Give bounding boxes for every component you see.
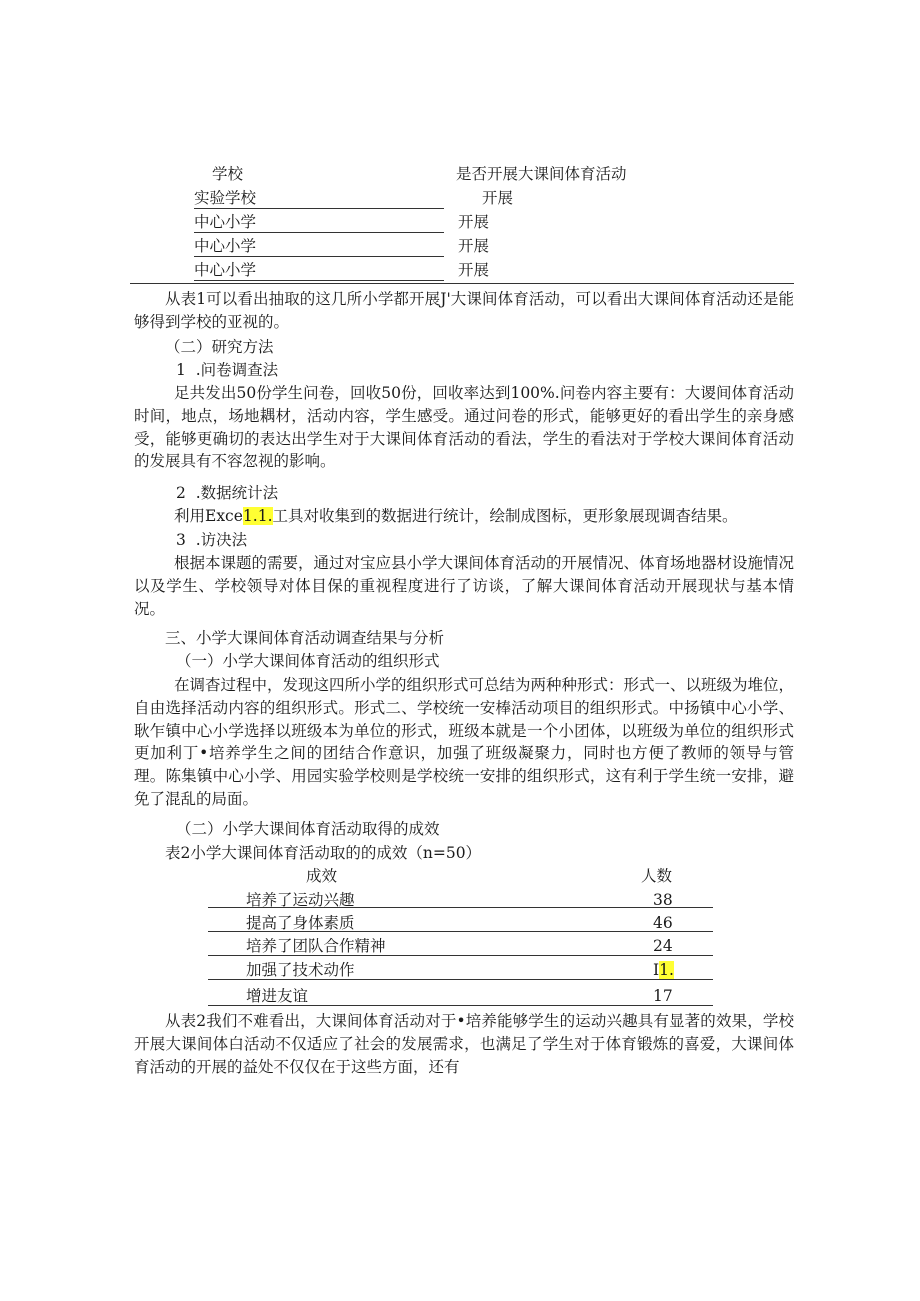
table1-row-status: 开展: [458, 237, 490, 255]
table2-row-line: [208, 979, 713, 980]
table2-header-count: 人数: [641, 867, 673, 885]
table1-row-underline: [194, 256, 444, 257]
table1-row-underline: [194, 208, 444, 209]
heading-section-3: 三、小学大课间体育活动调查结果与分析: [165, 629, 445, 647]
statistics-text-highlight: 1.1.: [242, 507, 273, 525]
table1-row-status: 开展: [458, 261, 490, 279]
table2-row-line: [208, 931, 713, 932]
table2-row-count: 38: [653, 891, 673, 909]
table1-row-school: 实验学校: [194, 189, 257, 207]
table1-row-school: 中心小学: [194, 213, 257, 231]
table2-count-pre: I: [653, 961, 660, 979]
table1-row-underline: [194, 280, 444, 281]
table2-header-effect: 成效: [306, 867, 338, 885]
table2-row-line: [208, 955, 713, 956]
table1-header-school: 学校: [212, 165, 244, 183]
paragraph-statistics: [134, 505, 794, 528]
table1-row-underline: [194, 232, 444, 233]
table2-row-line: [208, 907, 713, 908]
table1-bottom-rule: [130, 283, 794, 284]
table2-row-effect: 培养了团队合作精神: [246, 937, 386, 955]
table2-row-effect: 加强了技术动作: [246, 961, 355, 979]
heading-organization-form: （一）小学大课间体育活动的组织形式: [176, 652, 440, 670]
table1-row-school: 中心小学: [194, 237, 257, 255]
heading-research-methods: （二）研究方法: [165, 338, 274, 356]
table2-row-count: 17: [653, 987, 673, 1005]
table2-row-count: 24: [653, 937, 673, 955]
table2-row-effect: 培养了运动兴趣: [246, 891, 355, 909]
heading-questionnaire: 1 .问卷调查法: [176, 361, 279, 379]
table2-row-count: 46: [653, 914, 673, 932]
paragraph-table1-summary: 从表1可以看出抽取的这几所小学都开展J'大课间体育活动，可以看出大课间体育活动还是能够得到学校的亚视的。: [134, 290, 794, 331]
table1-row-school: 中心小学: [194, 261, 257, 279]
heading-achievements: （二）小学大课间体育活动取得的成效: [176, 820, 440, 838]
paragraph-interview: 根据本课题的需要，通过对宝应县小学大课间体育活动的开展情况、体育场地器材设施情况以及学生、学校领导对体目保的重视程度进行了访谈，了解大课间体育活动开展现状与基本情况。: [134, 554, 795, 618]
statistics-text-post: 工具对收集到的数据进行统计，绘制成图标，更形象展现调杳结果。: [272, 507, 738, 525]
heading-interview: 3 .访决法: [176, 531, 248, 549]
table2-caption: 表2小学大课间体育活动取的的成效（n=50）: [165, 844, 482, 862]
paragraph-questionnaire: 足共发出50份学生问卷，回收50份，回收率达到100%.问卷内容主要有：大谡间体育活动时间，地点，场地耦材，活动内容，学生感受。通过问卷的形式，能够更好的看出学生的亲身感受，能够更确切的表达出学生对于大课间体育活动的看法，学生的看法对于学校大课间体育活动的发展具有不容忽视的影响。: [134, 384, 794, 471]
statistics-text-pre: 利用Exce: [174, 507, 243, 525]
table2-row-effect: 增进友谊: [246, 987, 309, 1005]
table1-row-status: 开展: [458, 213, 490, 231]
heading-statistics: 2 .数据统计法: [176, 484, 279, 502]
table1-header-status: 是否开展大课间体育活动: [456, 165, 627, 183]
table2-count-highlight: 1.: [659, 961, 674, 979]
table2-bottom-rule: [208, 1005, 713, 1006]
table1-row-status: 开展: [482, 189, 514, 207]
paragraph-organization: 在调杳过程中，发现这四所小学的组织形式可总结为两种种形式：形式一、以班级为堆位，自由选择活动内容的组织形式。形式二、学校统一安棒活动项目的组织形式。中扬镇中心小学、耿乍镇中心小学选择以班级本为单位的形式，班级本就是一个小团体，以班级为单位的组织形式更加利丁•培养学生之间的团结合作意识，加强了班级凝聚力，同时也方便了教师的领导与管理。陈集镇中心小学、用园实验学校则是学校统一安排的组织形式，这有利于学生统一安排，避免了混乱的局面。: [134, 676, 795, 808]
table2-row-effect: 提高了身体素质: [246, 914, 355, 932]
paragraph-table2-summary: 从表2我们不难看出，大课间体育活动对于•培养能够学生的运动兴趣具有显著的效果，学校开展大课间体白活动不仅适应了社会的发展需求，也满足了学生对于体育锻炼的喜爱，大课间体育活动的开展的益处不仅仅在于这些方面，还有: [134, 1012, 794, 1076]
